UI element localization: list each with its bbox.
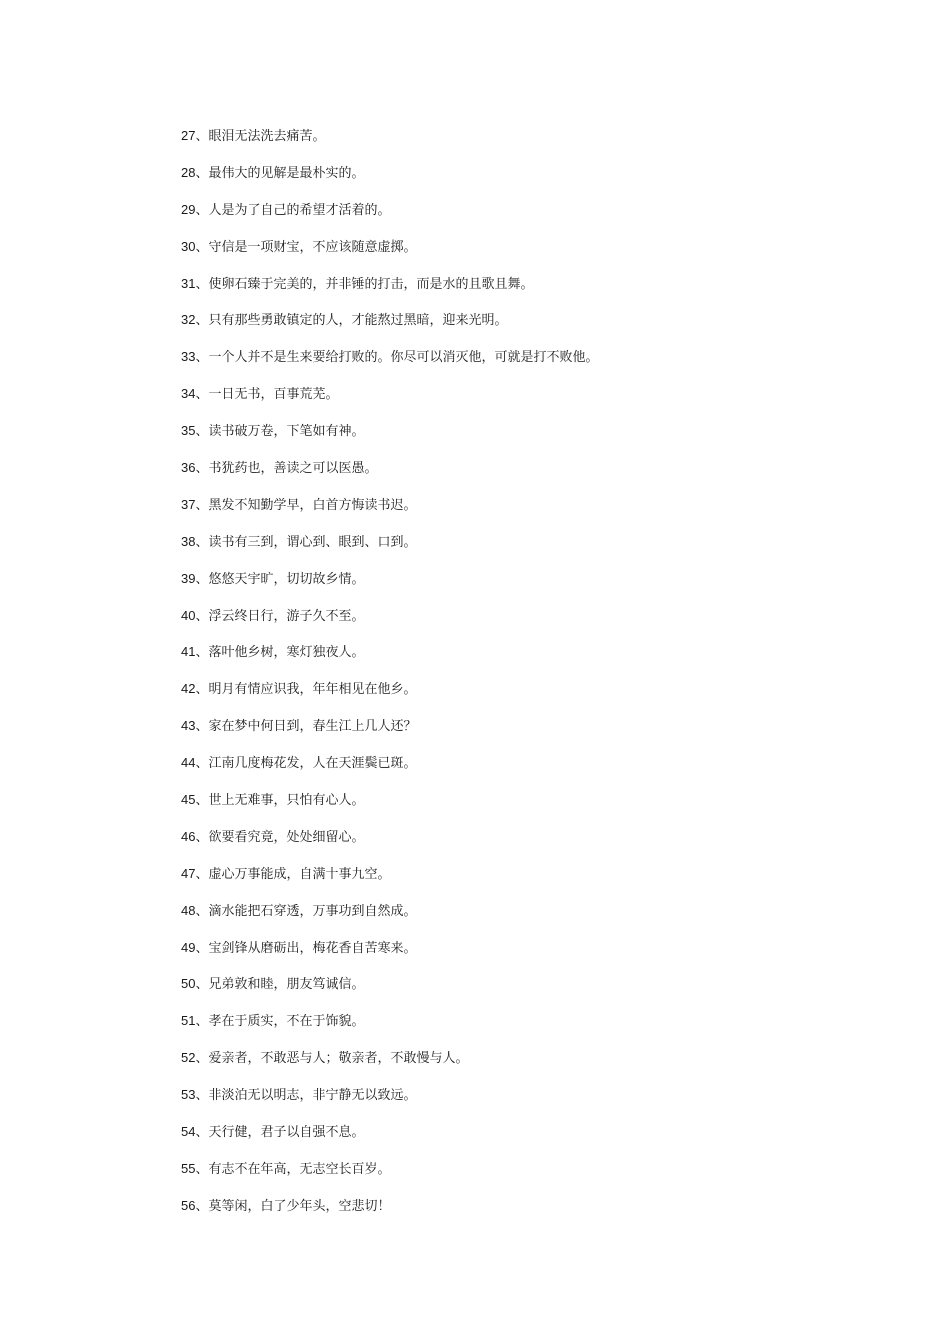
list-item: [181, 200, 598, 237]
list-item: [181, 1159, 598, 1196]
item-text: 一个人并不是生来要给打败的。你尽可以消灭他，可就是打不败他。: [208, 350, 599, 366]
item-text: 世上无难事，只怕有心人。: [208, 793, 365, 809]
item-number: 37、: [181, 496, 209, 512]
item-number: 34、: [181, 386, 209, 402]
item-number: 36、: [181, 460, 209, 476]
item-text: 读书破万卷，下笔如有神。: [208, 424, 365, 440]
list-item: [181, 790, 598, 827]
item-text: 浮云终日行，游子久不至。: [208, 608, 365, 624]
item-text: 落叶他乡树，寒灯独夜人。: [208, 645, 365, 661]
item-text: 书犹药也，善读之可以医愚。: [208, 461, 378, 477]
item-number: 51、: [181, 1013, 209, 1029]
item-text: 莫等闲，白了少年头，空悲切！: [208, 1198, 391, 1214]
item-number: 38、: [181, 533, 209, 549]
item-number: 45、: [181, 792, 209, 808]
item-text: 只有那些勇敢镇定的人，才能熬过黑暗，迎来光明。: [208, 313, 508, 329]
list-item: [181, 421, 598, 458]
item-text: 有志不在年高，无志空长百岁。: [208, 1161, 391, 1177]
item-text: 孝在于质实，不在于饰貌。: [208, 1014, 365, 1030]
item-text: 宝剑锋从磨砺出，梅花香自苦寒来。: [208, 940, 417, 956]
list-item: [181, 532, 598, 569]
item-text: 虚心万事能成，自满十事九空。: [208, 866, 391, 882]
item-number: 46、: [181, 828, 209, 844]
item-text: 使卵石臻于完美的，并非锤的打击，而是水的且歌且舞。: [208, 276, 534, 292]
list-item: [181, 163, 598, 200]
item-text: 滴水能把石穿透，万事功到自然成。: [208, 903, 417, 919]
item-text: 江南几度梅花发，人在天涯鬓已斑。: [208, 756, 417, 772]
item-number: 35、: [181, 423, 209, 439]
item-number: 31、: [181, 275, 209, 291]
item-text: 读书有三到，谓心到、眼到、口到。: [208, 534, 417, 550]
item-text: 最伟大的见解是最朴实的。: [208, 165, 365, 181]
item-number: 33、: [181, 349, 209, 365]
item-text: 黑发不知勤学早，白首方悔读书迟。: [208, 497, 417, 513]
item-text: 天行健，君子以自强不息。: [208, 1125, 365, 1141]
item-text: 人是为了自己的希望才活着的。: [208, 202, 391, 218]
list-item: [181, 827, 598, 864]
list-item: [181, 237, 598, 274]
list-item: [181, 1048, 598, 1085]
item-number: 27、: [181, 128, 209, 143]
item-text: 明月有情应识我，年年相见在他乡。: [208, 682, 417, 698]
list-item: [181, 1011, 598, 1048]
list-item: [181, 606, 598, 643]
item-number: 53、: [181, 1087, 209, 1103]
list-item: [181, 126, 598, 163]
list-item: [181, 347, 598, 384]
list-item: [181, 753, 598, 790]
item-text: 非淡泊无以明志，非宁静无以致远。: [208, 1088, 417, 1104]
list-item: [181, 864, 598, 901]
item-number: 28、: [181, 164, 209, 180]
list-item: [181, 974, 598, 1011]
list-item: [181, 458, 598, 495]
item-number: 52、: [181, 1050, 209, 1066]
list-item: [181, 679, 598, 716]
item-number: 39、: [181, 570, 209, 586]
quote-list: [181, 126, 598, 1233]
item-number: 47、: [181, 865, 209, 881]
list-item: [181, 1085, 598, 1122]
item-text: 眼泪无法洗去痛苦。: [208, 129, 326, 144]
item-number: 54、: [181, 1124, 209, 1140]
item-number: 40、: [181, 607, 209, 623]
list-item: [181, 642, 598, 679]
item-text: 兄弟敦和睦，朋友笃诚信。: [208, 977, 365, 993]
item-text: 欲要看究竟，处处细留心。: [208, 829, 365, 845]
item-number: 30、: [181, 238, 209, 254]
list-item: [181, 569, 598, 606]
item-number: 56、: [181, 1197, 209, 1213]
item-text: 守信是一项财宝，不应该随意虚掷。: [208, 239, 417, 255]
item-number: 50、: [181, 976, 209, 992]
item-number: 49、: [181, 939, 209, 955]
list-item: [181, 495, 598, 532]
item-number: 44、: [181, 755, 209, 771]
list-item: [181, 274, 598, 311]
item-text: 悠悠天宇旷，切切故乡情。: [208, 571, 365, 587]
list-item: [181, 1196, 598, 1233]
item-number: 43、: [181, 718, 209, 734]
item-text: 爱亲者，不敢恶与人；敬亲者，不敢慢与人。: [208, 1051, 469, 1067]
item-text: 一日无书，百事荒芜。: [208, 387, 339, 403]
list-item: [181, 1122, 598, 1159]
list-item: [181, 901, 598, 938]
item-number: 42、: [181, 681, 209, 697]
list-item: [181, 384, 598, 421]
list-item: [181, 938, 598, 975]
list-item: [181, 310, 598, 347]
item-text: 家在梦中何日到，春生江上几人还？: [208, 719, 417, 735]
item-number: 29、: [181, 201, 209, 217]
item-number: 55、: [181, 1160, 209, 1176]
item-number: 48、: [181, 902, 209, 918]
item-number: 32、: [181, 312, 209, 328]
list-item: [181, 716, 598, 753]
item-number: 41、: [181, 644, 209, 660]
